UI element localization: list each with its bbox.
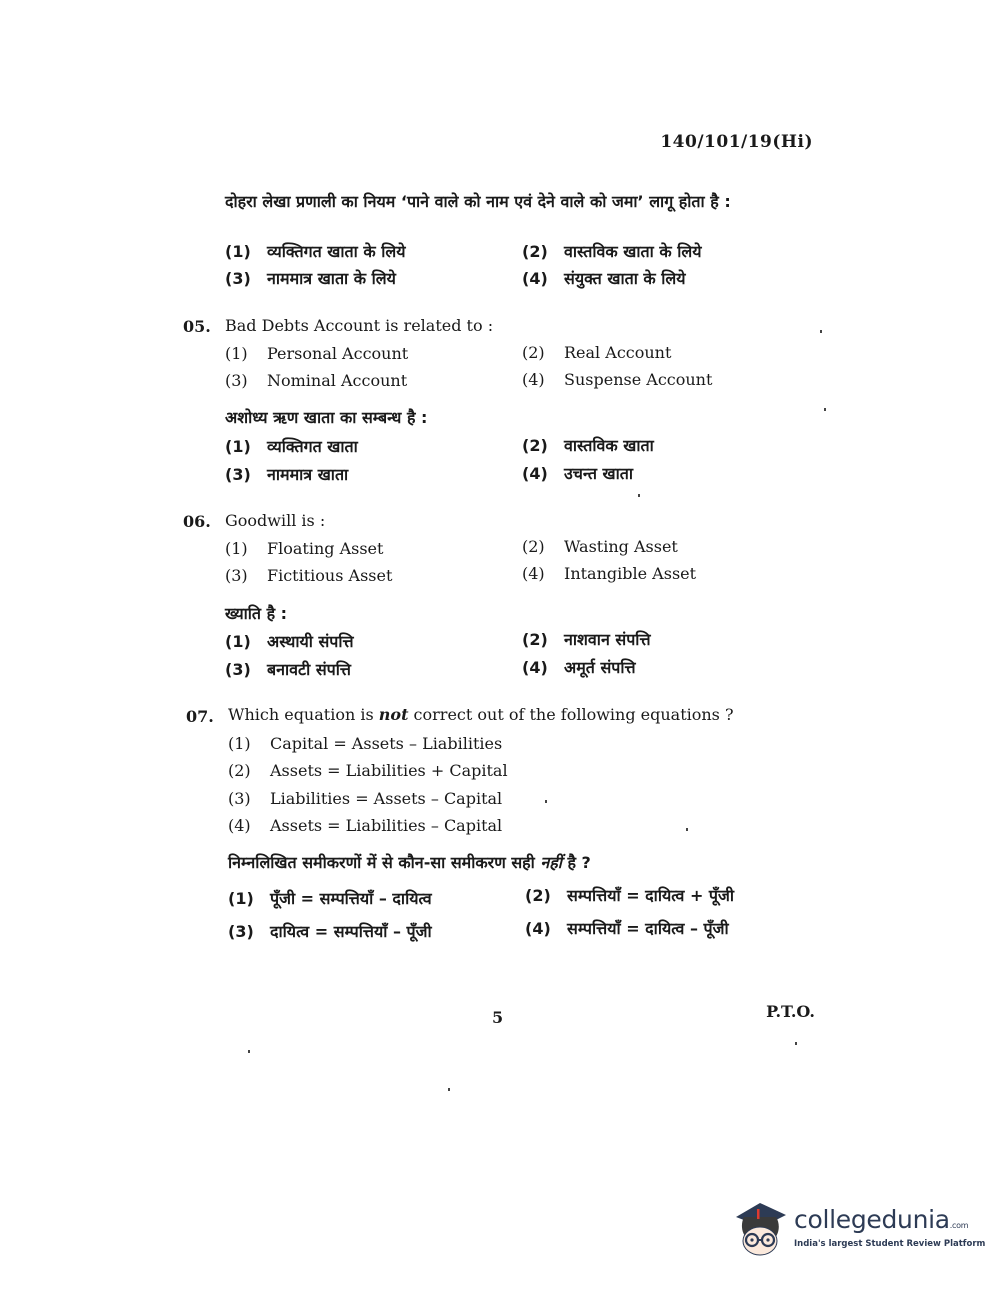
- q6-option-1: (1) Floating Asset: [225, 539, 384, 558]
- q7-option-3: (3) Liabilities = Assets – Capital: [228, 789, 503, 808]
- q7-hindi-option-1: (1) पूँजी = सम्पत्तियाँ – दायित्व: [228, 889, 432, 908]
- mascot-icon: [730, 1195, 792, 1259]
- q5-number: 05.: [183, 317, 211, 336]
- q6-hindi-option-1: (1) अस्थायी संपत्ति: [225, 632, 354, 651]
- q5-hindi-option-1: (1) व्यक्तिगत खाता: [225, 437, 358, 456]
- q5-option-3: (3) Nominal Account: [225, 371, 408, 390]
- q6-option-4: (4) Intangible Asset: [522, 564, 697, 583]
- q6-number: 06.: [183, 512, 211, 531]
- scan-speck: [248, 1050, 250, 1053]
- q4-hindi-option-1: (1) व्यक्तिगत खाता के लिये: [225, 242, 406, 261]
- q7-option-4: (4) Assets = Liabilities – Capital: [228, 816, 503, 835]
- q5-option-4: (4) Suspense Account: [522, 370, 713, 389]
- q6-option-3: (3) Fictitious Asset: [225, 566, 393, 585]
- scan-speck: [686, 828, 688, 831]
- q4-hindi-stem: दोहरा लेखा प्रणाली का नियम ‘पाने वाले को नाम एवं देने वाले को जमा’ लागू होता है :: [225, 192, 731, 211]
- q7-hindi-option-3: (3) दायित्व = सम्पत्तियाँ – पूँजी: [228, 922, 432, 941]
- q6-stem: Goodwill is :: [225, 511, 326, 530]
- page-number: 5: [492, 1008, 504, 1027]
- scan-speck: [795, 1042, 797, 1045]
- scan-speck: [820, 330, 822, 333]
- q4-hindi-option-4: (4) संयुक्त खाता के लिये: [522, 269, 686, 288]
- q7-hindi-stem: निम्नलिखित समीकरणों में से कौन-सा समीकरण सही नहीं है ?: [228, 853, 591, 872]
- scan-speck: [824, 408, 826, 411]
- q6-option-2: (2) Wasting Asset: [522, 537, 678, 556]
- collegedunia-logo: [730, 1195, 986, 1265]
- q7-stem: Which equation is not correct out of the following equations ?: [228, 705, 734, 724]
- q7-number: 07.: [186, 707, 214, 726]
- q5-hindi-option-3: (3) नाममात्र खाता: [225, 465, 349, 484]
- q4-hindi-option-2: (2) वास्तविक खाता के लिये: [522, 242, 702, 261]
- q7-hindi-option-2: (2) सम्पत्तियाँ = दायित्व + पूँजी: [525, 886, 735, 905]
- q6-hindi-option-4: (4) अमूर्त संपत्ति: [522, 658, 636, 677]
- q6-hindi-option-2: (2) नाशवान संपत्ति: [522, 630, 651, 649]
- logo-tagline: India's largest Student Review Platform: [794, 1239, 986, 1249]
- q5-hindi-option-2: (2) वास्तविक खाता: [522, 436, 654, 455]
- q5-option-2: (2) Real Account: [522, 343, 672, 362]
- q7-hindi-option-4: (4) सम्पत्तियाँ = दायित्व – पूँजी: [525, 919, 729, 938]
- paper-code: 140/101/19(Hi): [660, 132, 813, 152]
- q6-hindi-stem: ख्याति है :: [225, 604, 288, 623]
- q5-hindi-option-4: (4) उचन्त खाता: [522, 464, 634, 483]
- q7-option-1: (1) Capital = Assets – Liabilities: [228, 734, 503, 753]
- logo-wordmark: collegedunia.com: [794, 1205, 969, 1234]
- q5-option-1: (1) Personal Account: [225, 344, 409, 363]
- scan-speck: [545, 800, 547, 803]
- scan-speck: [638, 494, 640, 497]
- q7-option-2: (2) Assets = Liabilities + Capital: [228, 761, 508, 780]
- pto-label: P.T.O.: [766, 1002, 815, 1021]
- scan-speck: [448, 1088, 450, 1091]
- q5-hindi-stem: अशोध्य ऋण खाता का सम्बन्ध है :: [225, 408, 428, 427]
- q4-hindi-option-3: (3) नाममात्र खाता के लिये: [225, 269, 396, 288]
- q5-stem: Bad Debts Account is related to :: [225, 316, 494, 335]
- q6-hindi-option-3: (3) बनावटी संपत्ति: [225, 660, 351, 679]
